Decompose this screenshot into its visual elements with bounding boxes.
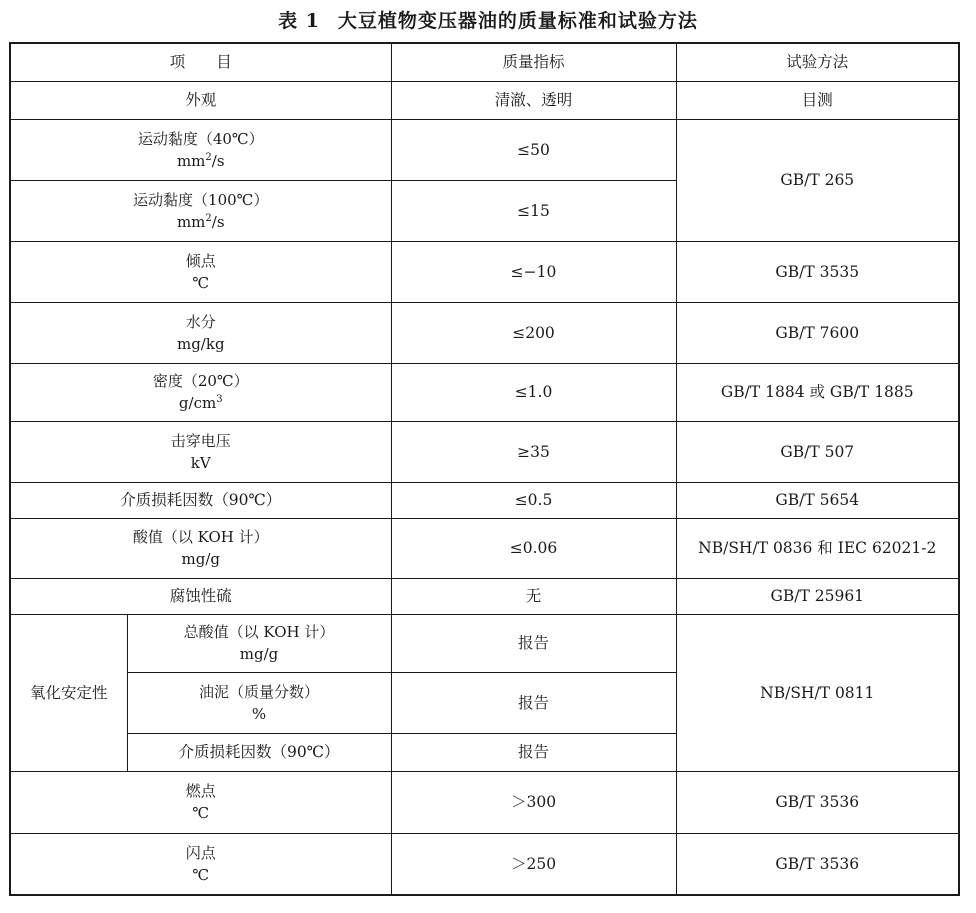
item-oxidation-acid	[127, 614, 391, 672]
value-visc100: ≤15	[391, 180, 676, 241]
value-density: ≤1.0	[391, 363, 676, 421]
method-flash-point: GB/T 3536	[676, 833, 959, 895]
table-row-pour-point	[10, 241, 959, 302]
item-breakdown-label: 击穿电压	[170, 431, 231, 450]
table-number: 表 1	[278, 10, 320, 32]
item-acid-label: 酸值（以 KOH 计）	[132, 528, 269, 546]
table-row-breakdown	[10, 421, 959, 482]
table-title-text: 大豆植物变压器油的质量标准和试验方法	[337, 10, 698, 32]
table-row-visc40	[10, 119, 959, 180]
value-breakdown: ≥35	[391, 421, 676, 482]
item-density-unit: $g/cm^3$	[178, 394, 223, 412]
value-oxidation-acid: 报告	[391, 614, 676, 672]
item-density	[10, 363, 391, 421]
table-row-flash-point	[10, 833, 959, 895]
method-viscosity: GB/T 265	[676, 119, 959, 241]
item-pour-point	[10, 241, 391, 302]
value-acid: ≤0.06	[391, 518, 676, 578]
table-title	[0, 6, 976, 33]
item-ox-acid-label: 总酸值（以 KOH 计）	[183, 623, 335, 641]
method-density: GB/T 1884 或 GB/T 1885	[676, 363, 959, 421]
method-acid: NB/SH/T 0836 和 IEC 62021-2	[676, 518, 959, 578]
value-pour-point: ≤−10	[391, 241, 676, 302]
table-row-appearance	[10, 81, 959, 119]
item-oxidation-sludge	[127, 672, 391, 733]
item-visc40-unit: $mm^2/s$	[176, 151, 225, 170]
table-row-acid	[10, 518, 959, 578]
header-quality: 质量指标	[391, 43, 676, 81]
value-sulfur: 无	[391, 578, 676, 614]
table-row-dissipation	[10, 482, 959, 518]
item-density-label: 密度（20℃）	[152, 372, 249, 390]
method-sulfur: GB/T 25961	[676, 578, 959, 614]
item-oxidation-dissipation: 介质损耗因数（90℃）	[127, 733, 391, 771]
item-pour-label: 倾点	[185, 251, 216, 270]
item-dissipation: 介质损耗因数（90℃）	[10, 482, 391, 518]
item-breakdown	[10, 421, 391, 482]
value-flash-point: ＞250	[391, 833, 676, 895]
method-oxidation: NB/SH/T 0811	[676, 614, 959, 771]
value-visc40: ≤50	[391, 119, 676, 180]
value-dissipation: ≤0.5	[391, 482, 676, 518]
item-breakdown-unit: kV	[190, 453, 211, 472]
item-water	[10, 302, 391, 363]
method-appearance: 目测	[676, 81, 959, 119]
method-dissipation: GB/T 5654	[676, 482, 959, 518]
item-oxidation-group: 氧化安定性	[10, 614, 127, 771]
item-sludge-label: 油泥（质量分数）	[199, 682, 320, 701]
item-sulfur: 腐蚀性硫	[10, 578, 391, 614]
item-ox-acid-unit: mg/g	[239, 645, 279, 663]
value-oxidation-sludge: 报告	[391, 672, 676, 733]
item-water-unit: mg/kg	[176, 334, 225, 353]
item-fire-label: 燃点	[185, 782, 216, 800]
value-oxidation-dissipation: 报告	[391, 733, 676, 771]
method-water: GB/T 7600	[676, 302, 959, 363]
item-appearance: 外观	[10, 81, 391, 119]
header-method: 试验方法	[676, 43, 959, 81]
item-water-label: 水分	[185, 312, 216, 331]
item-fire-point	[10, 771, 391, 833]
quality-standard-table	[9, 42, 960, 896]
item-flash-label: 闪点	[185, 843, 216, 862]
item-visc40	[10, 119, 391, 180]
value-fire-point: ＞300	[391, 771, 676, 833]
table-row-sulfur	[10, 578, 959, 614]
method-pour-point: GB/T 3535	[676, 241, 959, 302]
item-fire-unit: ℃	[192, 804, 210, 822]
value-appearance: 清澈、透明	[391, 81, 676, 119]
table-row-density	[10, 363, 959, 421]
item-sludge-unit: %	[251, 704, 267, 723]
item-visc100-unit: $mm^2/s$	[176, 212, 225, 231]
item-acid	[10, 518, 391, 578]
method-fire-point: GB/T 3536	[676, 771, 959, 833]
item-visc40-label: 运动黏度（40℃）	[137, 129, 264, 148]
item-acid-unit: mg/g	[181, 550, 220, 568]
method-breakdown: GB/T 507	[676, 421, 959, 482]
item-flash-point	[10, 833, 391, 895]
table-row-water	[10, 302, 959, 363]
item-flash-unit: ℃	[192, 865, 210, 884]
table-row-oxidation-acid	[10, 614, 959, 672]
table-header-row	[10, 43, 959, 81]
header-item: 项 目	[10, 43, 391, 81]
item-visc100	[10, 180, 391, 241]
value-water: ≤200	[391, 302, 676, 363]
item-pour-unit: ℃	[192, 273, 210, 292]
table-row-fire-point	[10, 771, 959, 833]
item-visc100-label: 运动黏度（100℃）	[133, 190, 269, 209]
